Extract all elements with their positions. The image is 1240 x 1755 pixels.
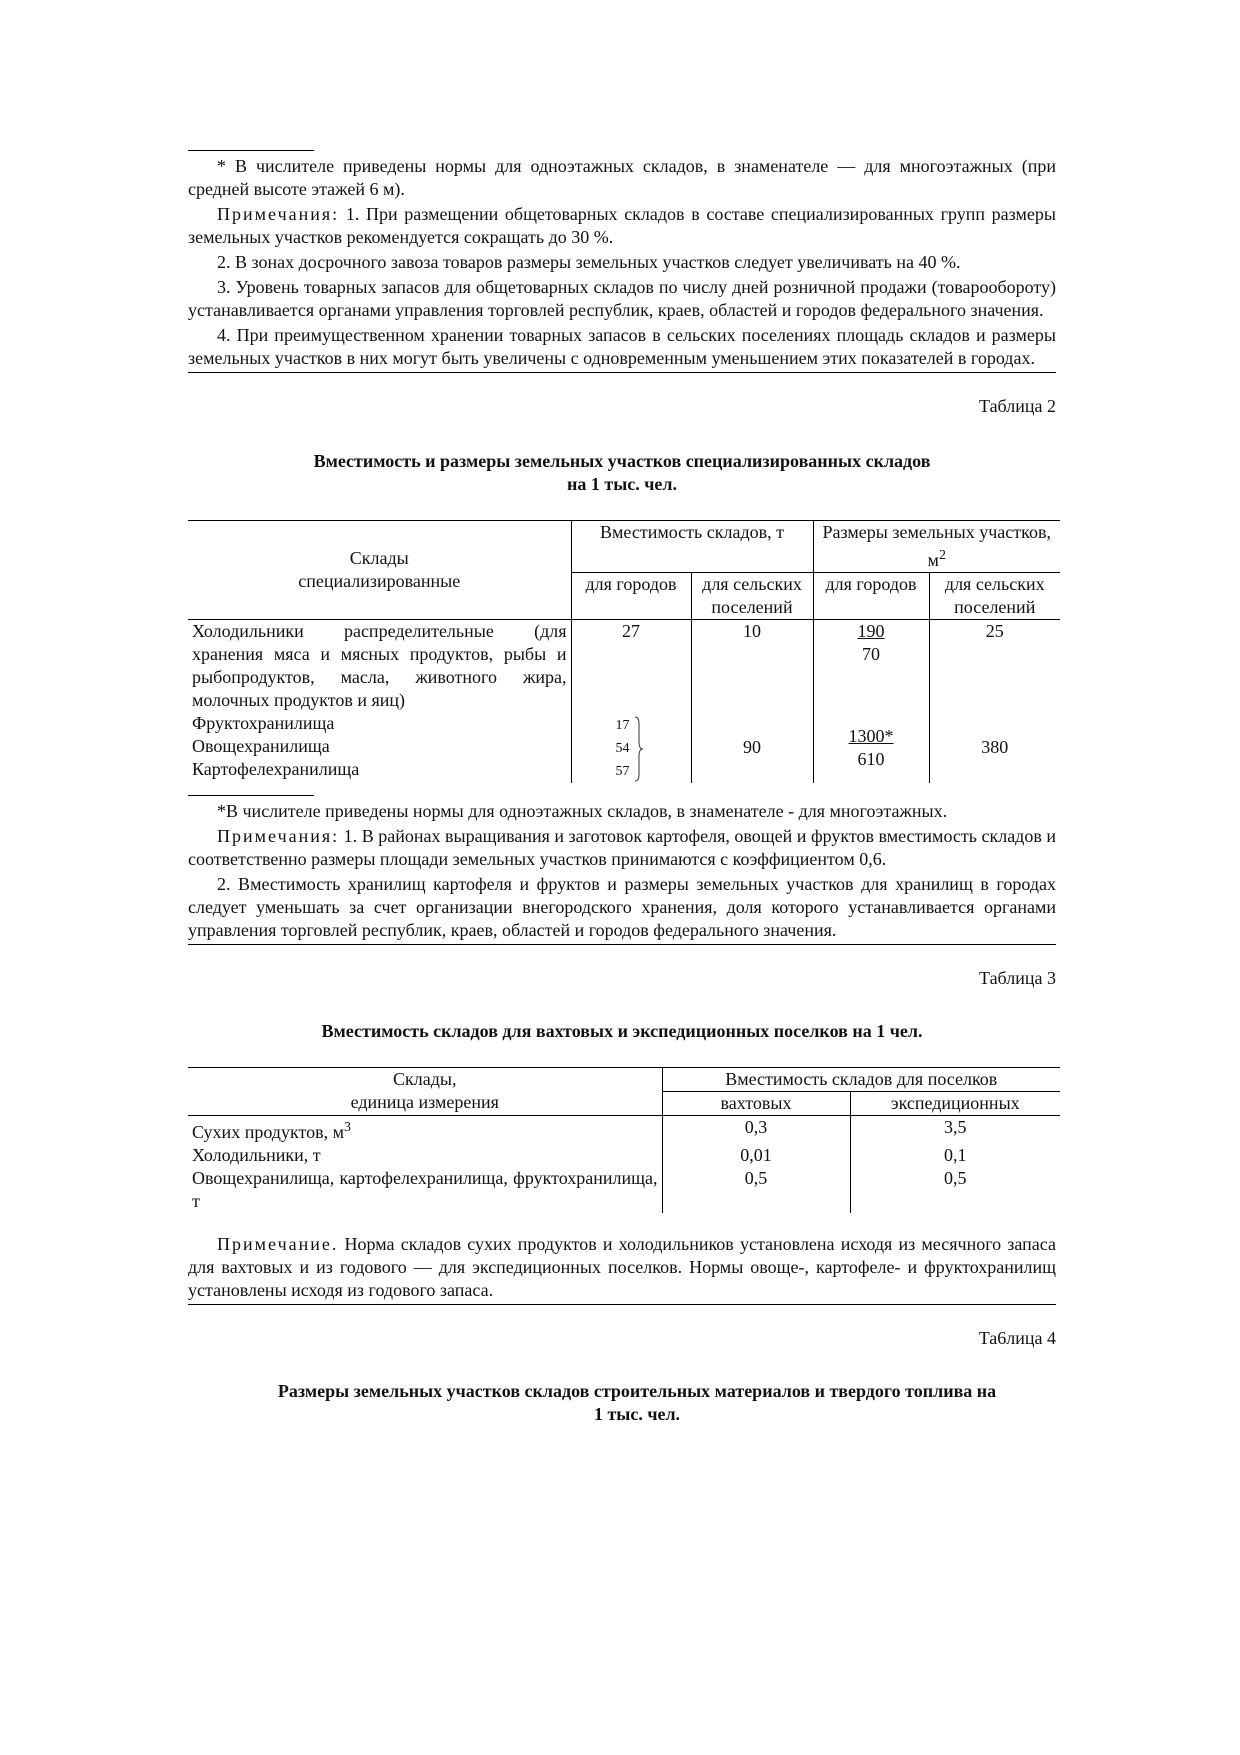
table2-head-warehouses — [188, 521, 571, 620]
note-label: Примечание. — [217, 1234, 339, 1254]
row-names — [188, 712, 571, 783]
table2-sub-rural: для сельских поселений — [691, 573, 813, 620]
section-divider — [188, 1304, 1056, 1305]
table4-title-line2: 1 тыс. чел. — [593, 1404, 681, 1424]
footnote-section1: * В числителе приведены нормы для одноэтажных складов, в знаменателе — для многоэтажных (при средней высоте этажей 6 м). — [188, 156, 1056, 199]
row-exp: 3,5 — [850, 1116, 1060, 1145]
row-name: Холодильники, т — [192, 1145, 321, 1165]
row-name: Холодильники распределительные (для хранения мяса и мясных продуктов, рыбы и рыбопродуктов, масла, животного жира, молочных продуктов и яиц) — [192, 621, 567, 710]
row-name — [188, 1116, 662, 1145]
row-cap-city-group — [571, 712, 691, 783]
document-page — [188, 150, 1056, 1426]
head-line: единица измерения — [350, 1092, 499, 1112]
row-area-city — [813, 712, 929, 783]
table4-caption: Та6лица 4 — [978, 1328, 1056, 1348]
table3 — [188, 1067, 1060, 1213]
footnote-separator — [188, 795, 314, 796]
row-area-city — [813, 620, 929, 713]
row-shift: 0,01 — [662, 1144, 850, 1167]
row-cap-city: 27 — [571, 620, 691, 713]
table3-note — [188, 1233, 1056, 1302]
table2-row-storages — [188, 712, 1060, 783]
superscript: 3 — [344, 1120, 351, 1135]
row-area-rural: 25 — [929, 620, 1060, 713]
table2-title — [238, 450, 1006, 496]
note-label: Примечания: — [217, 204, 340, 224]
note-4-section1: 4. При преимущественном хранении товарных запасов в сельских поселениях площадь складов и размеры земельных участков в них могут быть увеличены с одновременным уменьшением этих показателей в городах. — [188, 325, 1056, 368]
row-cap-rural: 90 — [691, 712, 813, 783]
row-shift: 0,3 — [662, 1116, 850, 1145]
head-area-text: Размеры земельных участков, м — [822, 522, 1051, 570]
superscript: 2 — [938, 548, 946, 563]
table3-head-warehouses — [188, 1068, 662, 1116]
row-exp: 0,1 — [850, 1144, 1060, 1167]
table2-header-row — [188, 521, 1060, 573]
table3-caption: Таблица 3 — [979, 968, 1056, 988]
note-text: 1. В районах выращивания и заготовок картофеля, овощей и фруктов вместимость складов и соответственно размеры площади земельных участков принимаются с коэффициентом 0,6. — [188, 826, 1056, 869]
table-row — [188, 1144, 1060, 1167]
row-area-rural: 380 — [929, 712, 1060, 783]
fraction-denominator: 70 — [862, 644, 880, 664]
table2 — [188, 520, 1060, 783]
table3-head-capacity: Вместимость складов для поселков — [662, 1068, 1060, 1092]
table2-note-2: 2. Вместимость хранилищ картофеля и фруктов и размеры земельных участков для хранилищ в городах следует уменьшать за счет организации внегородского хранения, доля которого устанавливается органами управления торговлей республик, краев, областей и городов федерального значения. — [188, 874, 1056, 940]
note-text: Норма складов сухих продуктов и холодильников установлена исходя из месячного запаса для вахтовых и из годового — для экспедиционных поселков. Нормы овоще-, картофеле- и фруктохранилищ установлены исходя из годового запаса. — [188, 1234, 1056, 1300]
table4-title-line1: Размеры земельных участков складов строительных материалов и твердого топлива на — [277, 1381, 997, 1401]
note-label: Примечания: — [217, 826, 340, 846]
table2-sub-city2: для городов — [813, 573, 929, 620]
cap-vegetable: 54 — [615, 741, 630, 756]
cap-fruit: 17 — [615, 718, 630, 733]
head-line: специализированные — [298, 571, 461, 591]
table2-title-line1: Вместимость и размеры земельных участков специализированных складов — [313, 451, 931, 471]
section-divider — [188, 944, 1056, 945]
fraction-numerator: 1300* — [848, 725, 894, 746]
fraction-numerator: 190 — [857, 621, 885, 641]
table2-title-line2: на 1 тыс. чел. — [567, 474, 677, 494]
row-name-fruit: Фруктохранилища — [192, 713, 335, 733]
table3-sub-shift: вахтовых — [662, 1092, 850, 1116]
row-exp: 0,5 — [850, 1167, 1060, 1213]
row-name-potato: Картофелехранилища — [192, 759, 360, 779]
table-row — [188, 1167, 1060, 1213]
note-2-section1: 2. В зонах досрочного завоза товаров размеры земельных участков следует увеличивать на 40 %. — [217, 252, 961, 272]
row-cap-rural: 10 — [691, 620, 813, 713]
note-text: 1. При размещении общетоварных складов в составе специализированных групп размеры земельных участков рекомендуется сокращать до 30 %. — [188, 204, 1056, 247]
table3-title: Вместимость складов для вахтовых и экспедиционных поселков на 1 чел. — [321, 1021, 923, 1041]
footnote-separator — [188, 150, 314, 151]
note-1-section1 — [188, 203, 1056, 249]
table2-sub-rural2: для сельских поселений — [929, 573, 1060, 620]
head-line: Склады, — [393, 1069, 457, 1089]
row-shift: 0,5 — [662, 1167, 850, 1213]
table3-header-row — [188, 1068, 1060, 1092]
table2-footnote: *В числителе приведены нормы для одноэтажных складов, в знаменателе - для многоэтажных. — [217, 801, 948, 821]
row-name-text: Сухих продуктов, м — [192, 1122, 344, 1142]
table2-note-1 — [188, 825, 1056, 871]
table2-sub-city: для городов — [571, 573, 691, 620]
section-divider — [188, 372, 1056, 373]
table3-sub-exp: экспедиционных — [850, 1092, 1060, 1116]
note-3-section1: 3. Уровень товарных запасов для общетоварных складов по числу дней розничной продажи (товарообороту) устанавливается органами управления торговлей республик, краев, областей и городов федерального значения. — [188, 277, 1056, 320]
cap-potato: 57 — [615, 764, 630, 779]
table-row — [188, 1116, 1060, 1145]
row-name-vegetable: Овощехранилища — [192, 736, 330, 756]
table2-head-area — [813, 521, 1060, 573]
row-name: Овощехранилища, картофелехранилища, фруктохранилища, т — [192, 1168, 658, 1211]
table2-head-capacity: Вместимость складов, т — [571, 521, 813, 573]
table2-caption: Таблица 2 — [979, 396, 1056, 416]
fraction-denominator: 610 — [857, 748, 885, 769]
table4-title — [218, 1380, 1056, 1426]
right-brace-icon — [634, 716, 644, 782]
head-line: Склады — [349, 548, 409, 568]
table2-row-refrigerators — [188, 620, 1060, 713]
